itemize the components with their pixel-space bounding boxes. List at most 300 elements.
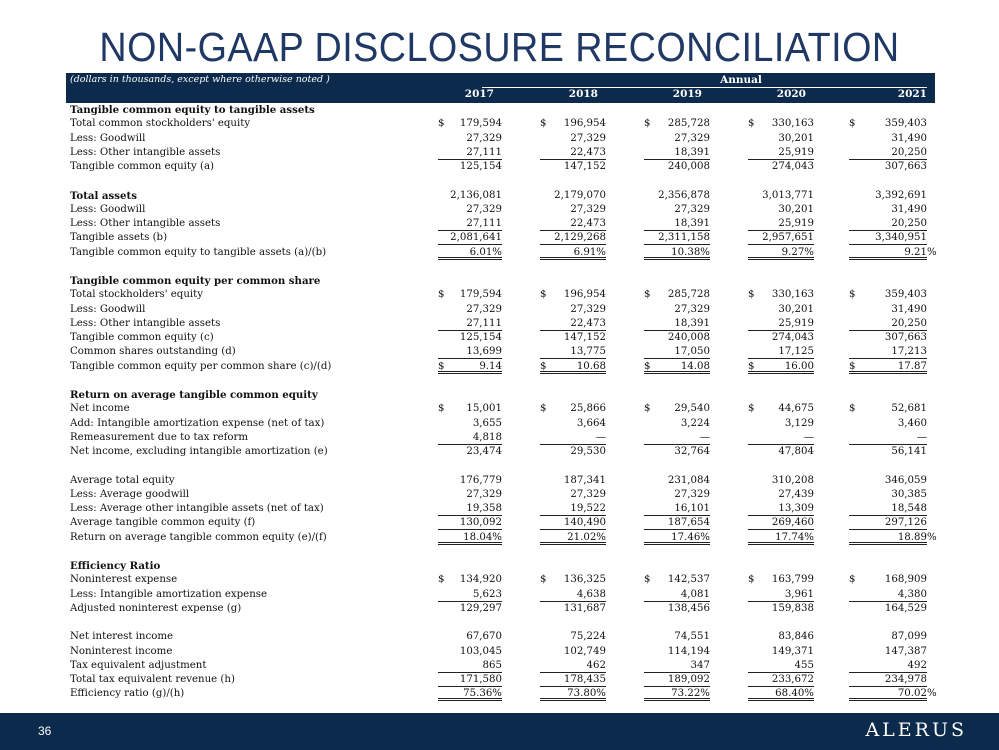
dollar-sign: $	[438, 360, 445, 372]
cell-value: 330,163	[771, 289, 814, 301]
cell-value: 147,152	[563, 161, 606, 172]
cell-value: 196,954	[563, 289, 606, 301]
value-cell	[644, 588, 710, 602]
cell-value: 3,655	[472, 417, 502, 429]
row-label: Tangible common equity to tangible assets	[70, 104, 315, 116]
value-cell	[540, 673, 606, 687]
dollar-sign: $	[438, 289, 445, 301]
cell-value: 2,129,268	[554, 232, 606, 244]
cell-value: 75,224	[570, 631, 606, 643]
cell-value: 22,473	[570, 317, 606, 329]
value-cell	[644, 203, 710, 217]
value-cell	[748, 331, 814, 345]
cell-value: 27,111	[466, 146, 502, 158]
row-label: Total stockholders' equity	[70, 289, 203, 301]
value-cell	[644, 217, 710, 231]
cell-value: 129,297	[459, 602, 502, 614]
cell-value: 176,779	[459, 474, 502, 486]
cell-value: 125,154	[459, 161, 502, 172]
value-cell	[540, 345, 606, 359]
cell-value: 14.08	[680, 360, 710, 372]
value-cell	[644, 345, 710, 359]
cell-value: 10.38%	[671, 246, 710, 258]
value-cell	[438, 360, 502, 374]
cell-value: 130,092	[459, 517, 502, 529]
table-row	[70, 231, 935, 245]
value-cell	[644, 602, 710, 616]
value-cell	[748, 402, 814, 416]
cell-value: 125,154	[459, 332, 502, 343]
value-cell	[748, 360, 814, 374]
cell-value: 233,672	[771, 674, 814, 685]
table-row	[70, 246, 935, 260]
value-cell	[540, 588, 606, 602]
cell-value: 27,329	[466, 132, 502, 144]
cell-value: 20,250	[891, 146, 927, 158]
cell-value: 103,045	[459, 645, 502, 657]
value-cell	[438, 573, 502, 587]
value-cell	[438, 516, 502, 530]
cell-value: 187,341	[563, 474, 606, 486]
row-label: Less: Average goodwill	[70, 488, 190, 500]
value-cell	[849, 630, 927, 644]
value-cell	[540, 132, 606, 146]
table-row	[70, 288, 935, 302]
cell-value: 3,460	[897, 417, 927, 429]
value-cell	[849, 288, 927, 302]
section-heading	[70, 103, 935, 117]
cell-value: 68.40%	[775, 688, 814, 700]
year-header-2019: 2019	[672, 88, 702, 100]
value-cell	[644, 160, 710, 174]
value-cell	[849, 516, 927, 530]
cell-value: 22,473	[570, 218, 606, 229]
cell-value: 6.91%	[573, 246, 606, 258]
year-header-2020: 2020	[776, 88, 806, 100]
value-cell	[748, 687, 814, 701]
dollar-sign: $	[849, 403, 856, 415]
page-title: NON-GAAP DISCLOSURE RECONCILIATION	[99, 24, 900, 70]
value-cell	[438, 189, 502, 203]
value-cell	[748, 630, 814, 644]
cell-value: 9.14	[479, 360, 502, 372]
cell-value: 32,764	[674, 446, 710, 457]
value-cell	[438, 488, 502, 502]
cell-value: 3,224	[680, 417, 710, 429]
cell-value: 16,101	[674, 503, 710, 514]
value-cell	[540, 516, 606, 530]
value-cell	[748, 288, 814, 302]
cell-value: 31,490	[891, 303, 927, 315]
cell-value: 27,111	[466, 317, 502, 329]
cell-value: 20,250	[891, 317, 927, 329]
value-cell	[540, 288, 606, 302]
cell-value: 67,670	[466, 631, 502, 643]
cell-value: 29,530	[570, 446, 606, 457]
value-cell	[748, 217, 814, 231]
row-label: Return on average tangible common equity (e)/(f)	[70, 531, 327, 543]
value-cell	[748, 659, 814, 673]
cell-value: 330,163	[771, 118, 814, 130]
value-cell	[438, 203, 502, 217]
value-cell	[438, 402, 502, 416]
value-cell	[644, 146, 710, 160]
cell-value: 87,099	[891, 631, 927, 643]
cell-value: 2,179,070	[554, 189, 606, 201]
cell-value: 27,329	[570, 303, 606, 315]
dollar-sign: $	[644, 574, 651, 586]
cell-value: 102,749	[563, 645, 606, 657]
table-row	[70, 645, 935, 659]
value-cell	[748, 516, 814, 530]
row-label: Tangible common equity to tangible assets (a)/(b)	[70, 246, 327, 258]
cell-value: 73.80%	[567, 688, 606, 700]
spacer-row	[70, 374, 935, 388]
value-cell	[849, 231, 927, 245]
value-cell	[438, 132, 502, 146]
value-cell	[748, 602, 814, 616]
value-cell	[644, 474, 710, 488]
value-cell	[748, 132, 814, 146]
value-cell	[540, 303, 606, 317]
row-label: Less: Goodwill	[70, 303, 146, 315]
cell-value: 2,311,158	[658, 232, 710, 244]
table-row	[70, 117, 935, 131]
table-row	[70, 687, 935, 701]
cell-value: 27,329	[570, 488, 606, 500]
cell-value: 74,551	[674, 631, 710, 643]
table-row	[70, 417, 935, 431]
cell-value: 140,490	[563, 517, 606, 529]
row-label: Less: Intangible amortization expense	[70, 588, 268, 600]
section-heading	[70, 559, 935, 573]
cell-value: 274,043	[771, 161, 814, 172]
cell-value: 178,435	[563, 674, 606, 685]
cell-value: 27,329	[570, 203, 606, 215]
section-heading	[70, 274, 935, 288]
value-cell	[748, 673, 814, 687]
cell-value: 179,594	[459, 289, 502, 301]
cell-value: 359,403	[884, 118, 927, 130]
table-row	[70, 160, 935, 174]
value-cell	[540, 687, 606, 701]
row-label: Average total equity	[70, 474, 175, 486]
value-cell	[438, 317, 502, 331]
cell-value: 52,681	[891, 403, 927, 415]
dollar-sign: $	[849, 118, 856, 130]
table-row	[70, 360, 935, 374]
value-cell	[540, 531, 606, 545]
row-label: Noninterest income	[70, 645, 173, 657]
cell-value: 359,403	[884, 289, 927, 301]
value-cell	[849, 117, 927, 131]
cell-value: 269,460	[771, 517, 814, 529]
table-row	[70, 189, 935, 203]
dollar-sign: $	[748, 574, 755, 586]
value-cell	[438, 146, 502, 160]
value-cell	[540, 402, 606, 416]
value-cell	[849, 502, 927, 516]
cell-value: 18,391	[674, 317, 710, 329]
value-cell	[644, 246, 710, 260]
dollar-sign: $	[644, 360, 651, 372]
cell-value: 231,084	[667, 474, 710, 486]
cell-value: 19,358	[466, 503, 502, 514]
value-cell	[438, 331, 502, 345]
dollar-sign: $	[748, 360, 755, 372]
value-cell	[748, 474, 814, 488]
row-label: Net income	[70, 403, 130, 415]
cell-value: 168,909	[884, 574, 927, 586]
cell-value: 147,152	[563, 332, 606, 343]
value-cell	[644, 502, 710, 516]
value-cell	[540, 146, 606, 160]
value-cell	[644, 317, 710, 331]
value-cell	[644, 303, 710, 317]
dollar-sign: $	[644, 118, 651, 130]
table-row	[70, 345, 935, 359]
row-label: Return on average tangible common equity	[70, 389, 318, 401]
row-label: Tangible common equity per common share	[70, 275, 321, 287]
cell-value: 27,329	[466, 488, 502, 500]
value-cell	[748, 160, 814, 174]
value-cell	[748, 345, 814, 359]
cell-value: 2,957,651	[762, 232, 814, 244]
value-cell	[849, 189, 927, 203]
dollar-sign: $	[540, 289, 547, 301]
value-cell	[438, 602, 502, 616]
cell-value: 18,548	[891, 503, 927, 514]
value-cell	[748, 531, 814, 545]
cell-value: 240,008	[667, 161, 710, 172]
cell-value: 307,663	[884, 161, 927, 172]
value-cell	[849, 573, 927, 587]
value-cell	[748, 117, 814, 131]
dollar-sign: $	[438, 403, 445, 415]
cell-value: 31,490	[891, 203, 927, 215]
table-header	[66, 73, 935, 103]
percent-suffix: %	[927, 246, 937, 258]
cell-value: 3,013,771	[762, 189, 814, 201]
dollar-sign: $	[540, 360, 547, 372]
value-cell	[540, 445, 606, 459]
table-row	[70, 146, 935, 160]
cell-value: 27,329	[674, 488, 710, 500]
cell-value: 47,804	[778, 446, 814, 457]
table-row	[70, 488, 935, 502]
value-cell	[748, 231, 814, 245]
value-cell	[540, 360, 606, 374]
year-header-2017: 2017	[464, 88, 494, 100]
cell-value: 27,329	[466, 303, 502, 315]
value-cell	[540, 474, 606, 488]
value-cell	[540, 488, 606, 502]
cell-value: 20,250	[891, 218, 927, 229]
cell-value: 189,092	[667, 674, 710, 685]
value-cell	[849, 160, 927, 174]
value-cell	[748, 645, 814, 659]
table-row	[70, 673, 935, 687]
value-cell	[849, 602, 927, 616]
row-label: Average tangible common equity (f)	[70, 517, 256, 529]
dollar-sign: $	[540, 403, 547, 415]
value-cell	[540, 630, 606, 644]
value-cell	[849, 474, 927, 488]
cell-value: 23,474	[466, 446, 502, 457]
row-label: Tangible common equity (a)	[70, 161, 215, 172]
value-cell	[540, 317, 606, 331]
value-cell	[849, 431, 927, 445]
dollar-sign: $	[540, 118, 547, 130]
value-cell	[644, 402, 710, 416]
cell-value: 234,978	[884, 674, 927, 685]
cell-value: 30,201	[778, 132, 814, 144]
value-cell	[644, 117, 710, 131]
value-cell	[748, 431, 814, 445]
percent-suffix: %	[927, 531, 937, 543]
cell-value: 17,050	[674, 346, 710, 358]
cell-value: 9.27%	[781, 246, 814, 258]
cell-value: 17,125	[778, 346, 814, 358]
value-cell	[849, 345, 927, 359]
cell-value: 3,664	[576, 417, 606, 429]
value-cell	[849, 659, 927, 673]
value-cell	[849, 673, 927, 687]
value-cell	[438, 231, 502, 245]
cell-value: 56,141	[891, 446, 927, 457]
table-row	[70, 402, 935, 416]
table-row	[70, 602, 935, 616]
value-cell	[438, 588, 502, 602]
cell-value: 9.21	[904, 246, 927, 258]
cell-value: 17.87	[897, 360, 927, 372]
value-cell	[849, 588, 927, 602]
cell-value: 10.68	[576, 360, 606, 372]
cell-value: 27,439	[778, 488, 814, 500]
row-label: Tangible assets (b)	[70, 232, 168, 244]
table-row	[70, 445, 935, 459]
cell-value: 285,728	[667, 118, 710, 130]
cell-value: 17.74%	[775, 531, 814, 543]
cell-value: 171,580	[459, 674, 502, 685]
value-cell	[644, 673, 710, 687]
value-cell	[849, 217, 927, 231]
cell-value: 297,126	[884, 517, 927, 529]
cell-value: 4,818	[472, 431, 502, 443]
cell-value: 865	[482, 659, 502, 671]
cell-value: 274,043	[771, 332, 814, 343]
value-cell	[438, 417, 502, 431]
table-row	[70, 531, 935, 545]
value-cell	[748, 488, 814, 502]
value-cell	[540, 189, 606, 203]
value-cell	[540, 217, 606, 231]
value-cell	[849, 246, 927, 260]
value-cell	[540, 246, 606, 260]
row-label: Total assets	[70, 189, 137, 202]
value-cell	[644, 659, 710, 673]
value-cell	[849, 203, 927, 217]
cell-value: —	[803, 431, 814, 443]
value-cell	[438, 502, 502, 516]
percent-suffix: %	[927, 688, 937, 700]
value-cell	[644, 531, 710, 545]
value-cell	[748, 203, 814, 217]
cell-value: —	[699, 431, 710, 443]
cell-value: 159,838	[771, 602, 814, 614]
value-cell	[644, 189, 710, 203]
value-cell	[748, 573, 814, 587]
value-cell	[849, 531, 927, 545]
cell-value: 29,540	[674, 403, 710, 415]
cell-value: 4,380	[897, 588, 927, 600]
row-label: Add: Intangible amortization expense (net of tax)	[70, 417, 325, 429]
page-number: 36	[38, 724, 52, 738]
row-label: Efficiency ratio (g)/(h)	[70, 688, 185, 700]
cell-value: 164,529	[884, 602, 927, 614]
value-cell	[540, 203, 606, 217]
value-cell	[540, 417, 606, 431]
cell-value: 73.22%	[671, 688, 710, 700]
cell-value: 3,129	[784, 417, 814, 429]
cell-value: 44,675	[778, 403, 814, 415]
value-cell	[644, 687, 710, 701]
cell-value: 134,920	[459, 574, 502, 586]
value-cell	[540, 645, 606, 659]
cell-value: 70.02	[897, 688, 927, 700]
value-cell	[540, 573, 606, 587]
value-cell	[438, 160, 502, 174]
table-row	[70, 516, 935, 530]
value-cell	[849, 488, 927, 502]
row-label: Less: Average other intangible assets (net of tax)	[70, 503, 324, 514]
table-row	[70, 317, 935, 331]
table-row	[70, 588, 935, 602]
value-cell	[849, 146, 927, 160]
section-heading	[70, 388, 935, 402]
cell-value: 31,490	[891, 132, 927, 144]
table-row	[70, 630, 935, 644]
value-cell	[849, 303, 927, 317]
cell-value: 25,919	[778, 317, 814, 329]
value-cell	[540, 659, 606, 673]
value-cell	[438, 431, 502, 445]
cell-value: 18.89	[897, 531, 927, 543]
dollar-sign: $	[438, 118, 445, 130]
cell-value: 83,846	[778, 631, 814, 643]
cell-value: 22,473	[570, 146, 606, 158]
cell-value: 240,008	[667, 332, 710, 343]
value-cell	[540, 160, 606, 174]
cell-value: 455	[794, 659, 814, 671]
value-cell	[438, 303, 502, 317]
row-label: Common shares outstanding (d)	[70, 346, 236, 358]
cell-value: 492	[907, 659, 927, 671]
value-cell	[849, 402, 927, 416]
cell-value: 6.01%	[469, 246, 502, 258]
row-label: Total common stockholders' equity	[70, 118, 251, 130]
cell-value: 18,391	[674, 218, 710, 229]
row-label: Net interest income	[70, 631, 174, 643]
cell-value: 18.04%	[463, 531, 502, 543]
cell-value: 17,213	[891, 346, 927, 358]
value-cell	[644, 360, 710, 374]
value-cell	[644, 331, 710, 345]
cell-value: 149,371	[771, 645, 814, 657]
cell-value: 114,194	[667, 645, 710, 657]
table-row	[70, 132, 935, 146]
value-cell	[438, 687, 502, 701]
